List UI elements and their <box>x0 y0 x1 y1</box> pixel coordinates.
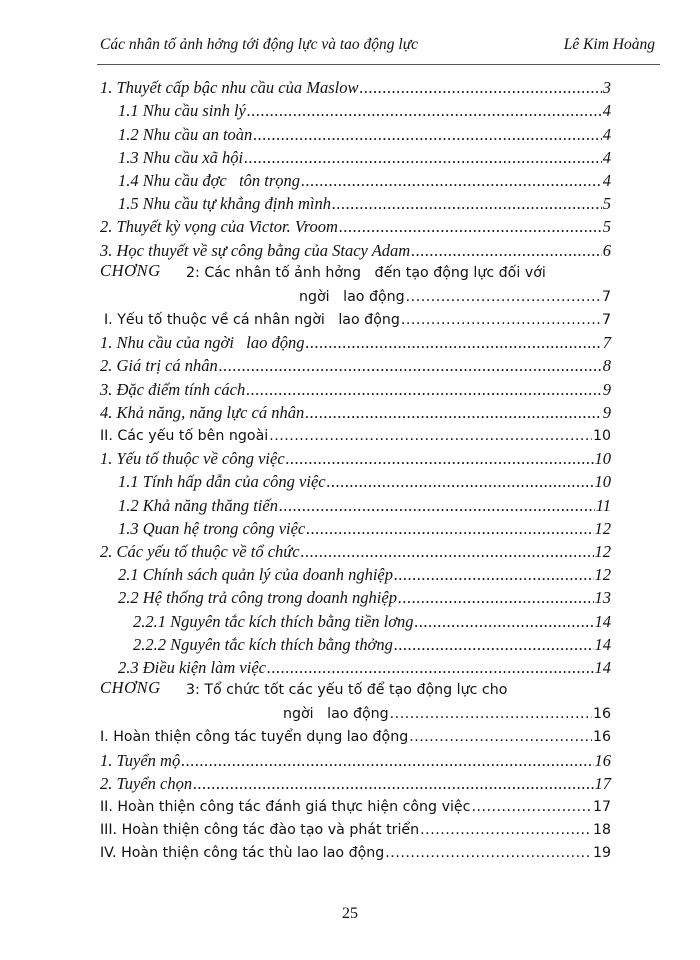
toc-page: 19 <box>592 845 611 862</box>
toc-label: 1.5 Nhu cầu tự khẳng định mình <box>118 194 331 214</box>
page-header <box>100 36 655 60</box>
toc-entry[interactable] <box>0 700 700 723</box>
toc-label: 2. Thuyết kỳ vọng của Victor. Vroom <box>100 217 338 237</box>
toc-label: ngời lao động <box>299 288 405 305</box>
toc-leader <box>306 334 602 352</box>
toc-page: 7 <box>601 312 611 329</box>
toc-page: 7 <box>601 288 611 305</box>
toc-label: 1. Yếu tố thuộc về công việc <box>100 449 285 469</box>
toc-label: 1.1 Nhu cầu sinh lý <box>118 101 246 121</box>
toc-leader <box>415 613 594 631</box>
toc-page: 5 <box>602 194 611 214</box>
toc-entry[interactable] <box>0 793 700 816</box>
toc-label: 2.2.1 Nguyên tắc kích thích bằng tiền lơng <box>133 611 414 631</box>
toc-leader <box>471 798 592 816</box>
toc-leader <box>181 752 593 770</box>
toc-page: 7 <box>602 333 611 353</box>
toc-entry[interactable] <box>0 631 700 654</box>
toc-leader <box>390 705 592 723</box>
toc-leader <box>253 126 601 144</box>
toc-page: 4 <box>602 101 611 121</box>
toc-page: 16 <box>592 706 611 723</box>
toc-leader <box>301 172 602 190</box>
toc-leader <box>269 427 592 445</box>
toc-page: 12 <box>594 565 611 585</box>
toc-leader <box>385 844 592 862</box>
toc-entry[interactable] <box>0 120 700 143</box>
toc-entry[interactable] <box>0 654 700 677</box>
toc-label: 2.2.2 Nguyên tắc kích thích bằng thởng <box>133 634 393 654</box>
toc-entry[interactable] <box>0 746 700 769</box>
toc-entry[interactable] <box>0 283 700 306</box>
chapter-heading[interactable] <box>0 260 700 283</box>
toc-label: I. Hoàn thiện công tác tuyển dụng lao động <box>100 729 409 746</box>
page-number: 25 <box>342 905 358 922</box>
chapter-number: 3: <box>186 682 200 699</box>
toc-leader <box>193 775 593 793</box>
toc-label: II. Các yếu tố bên ngoài <box>100 428 269 444</box>
toc-leader <box>332 195 602 213</box>
toc-page: 10 <box>594 472 611 492</box>
toc-entry[interactable] <box>0 422 700 445</box>
toc-entry[interactable] <box>0 144 700 167</box>
toc-entry[interactable] <box>0 97 700 120</box>
toc-leader <box>327 473 594 491</box>
chapter-title <box>186 265 546 281</box>
toc-entry[interactable] <box>0 236 700 259</box>
toc-page: 8 <box>602 356 611 376</box>
toc-entry[interactable] <box>0 399 700 422</box>
toc-entry[interactable] <box>0 468 700 491</box>
toc-entry[interactable] <box>0 167 700 190</box>
toc-entry[interactable] <box>0 515 700 538</box>
chapter-number: 2: <box>186 264 200 281</box>
toc-leader <box>359 79 601 97</box>
toc-entry[interactable] <box>0 607 700 630</box>
toc-label: 1. Nhu cầu của ngời lao động <box>100 333 305 353</box>
toc-label: 3. Đặc điểm tính cách <box>100 379 246 399</box>
chapter-label: Các nhân tố ảnh hởng đến tạo động lực đối với <box>204 264 546 281</box>
toc-leader <box>420 821 592 839</box>
toc-entry[interactable] <box>0 375 700 398</box>
toc-page: 9 <box>602 379 611 399</box>
toc-leader <box>401 311 601 329</box>
toc-leader <box>247 102 602 120</box>
toc-leader <box>394 566 594 584</box>
chapter-word: CHƠNG <box>100 678 161 698</box>
toc-page: 10 <box>594 449 611 469</box>
toc-label: 2. Giá trị cá nhân <box>100 356 218 376</box>
toc-label: 1.3 Quan hệ trong công việc <box>118 518 306 538</box>
toc-leader <box>301 543 594 561</box>
toc-leader <box>398 589 594 607</box>
toc-entry[interactable] <box>0 538 700 561</box>
chapter-heading[interactable] <box>0 677 700 700</box>
toc-page: 3 <box>602 78 611 98</box>
toc-page: 18 <box>592 822 611 839</box>
toc-page: 16 <box>594 750 611 770</box>
toc-page: 12 <box>594 541 611 561</box>
toc-entry[interactable] <box>0 770 700 793</box>
toc-label: 1.4 Nhu cầu đợc tôn trọng <box>118 170 301 190</box>
toc-label: 4. Khả năng, năng lực cá nhân <box>100 402 305 422</box>
toc-label: III. Hoàn thiện công tác đào tạo và phát triển <box>100 822 420 839</box>
toc-page: 4 <box>602 170 611 190</box>
toc-label: I. Yếu tố thuộc về cá nhân ngời lao động <box>104 312 400 329</box>
toc-label: 2. Tuyển chọn <box>100 773 193 793</box>
toc-entry[interactable] <box>0 839 700 862</box>
toc-label: 1. Tuyển mộ <box>100 750 181 770</box>
toc-leader <box>339 218 602 236</box>
toc-entry[interactable] <box>0 329 700 352</box>
toc-label: ngời lao động <box>283 706 389 723</box>
toc-label: IV. Hoàn thiện công tác thù lao lao động <box>100 845 385 862</box>
table-of-contents <box>0 74 700 862</box>
toc-page: 12 <box>594 518 611 538</box>
toc-leader <box>244 149 602 167</box>
toc-label: 3. Học thuyết về sự công bằng của Stacy Adam <box>100 240 411 260</box>
header-author: Lê Kim Hoàng <box>563 36 655 53</box>
toc-page: 16 <box>592 729 611 746</box>
toc-leader <box>219 357 602 375</box>
toc-page: 6 <box>602 240 611 260</box>
toc-leader <box>305 404 602 422</box>
toc-leader <box>409 728 592 746</box>
toc-page: 17 <box>594 773 611 793</box>
chapter-title <box>186 682 507 698</box>
toc-page: 14 <box>594 657 611 677</box>
toc-page: 17 <box>592 799 611 815</box>
toc-entry[interactable] <box>0 445 700 468</box>
toc-entry[interactable] <box>0 584 700 607</box>
toc-page: 4 <box>602 124 611 144</box>
toc-page: 14 <box>594 634 611 654</box>
toc-entry[interactable] <box>0 816 700 839</box>
toc-entry[interactable] <box>0 213 700 236</box>
toc-page: 14 <box>594 611 611 631</box>
toc-label: 1.1 Tính hấp dẫn của công việc <box>118 472 326 492</box>
toc-label: 2.1 Chính sách quản lý của doanh nghiệp <box>118 565 393 585</box>
toc-entry[interactable] <box>0 491 700 514</box>
header-rule <box>97 64 660 65</box>
toc-entry[interactable] <box>0 352 700 375</box>
chapter-word: CHƠNG <box>100 260 161 280</box>
toc-page: 9 <box>602 402 611 422</box>
toc-leader <box>411 242 602 260</box>
toc-leader <box>406 288 601 306</box>
toc-leader <box>394 636 594 654</box>
toc-page: 10 <box>592 428 611 444</box>
toc-entry[interactable] <box>0 190 700 213</box>
toc-label: 2.2 Hệ thống trả công trong doanh nghiệp <box>118 588 397 608</box>
toc-label: 1. Thuyết cấp bậc nhu cầu của Maslow <box>100 78 359 98</box>
toc-page: 5 <box>602 217 611 237</box>
toc-entry[interactable] <box>0 74 700 97</box>
toc-entry[interactable] <box>0 306 700 329</box>
header-title: Các nhân tố ảnh hởng tới động lực và tao động lực <box>100 36 419 53</box>
toc-label: 1.2 Khả năng thăng tiến <box>118 495 278 515</box>
toc-label: 2.3 Điều kiện làm việc <box>118 657 266 677</box>
toc-entry[interactable] <box>0 723 700 746</box>
toc-label: II. Hoàn thiện công tác đánh giá thực hiện công việc <box>100 799 471 815</box>
toc-leader <box>279 497 595 515</box>
toc-entry[interactable] <box>0 561 700 584</box>
toc-page: 13 <box>594 588 611 608</box>
toc-label: 1.3 Nhu cầu xã hội <box>118 147 244 167</box>
chapter-label: Tổ chức tốt các yếu tố để tạo động lực cho <box>204 682 508 699</box>
toc-label: 1.2 Nhu cầu an toàn <box>118 124 253 144</box>
toc-page: 11 <box>595 495 611 515</box>
toc-leader <box>267 659 594 677</box>
toc-leader <box>246 381 601 399</box>
toc-label: 2. Các yếu tố thuộc về tổ chức <box>100 541 300 561</box>
toc-leader <box>286 450 594 468</box>
toc-leader <box>306 520 593 538</box>
toc-page: 4 <box>602 147 611 167</box>
